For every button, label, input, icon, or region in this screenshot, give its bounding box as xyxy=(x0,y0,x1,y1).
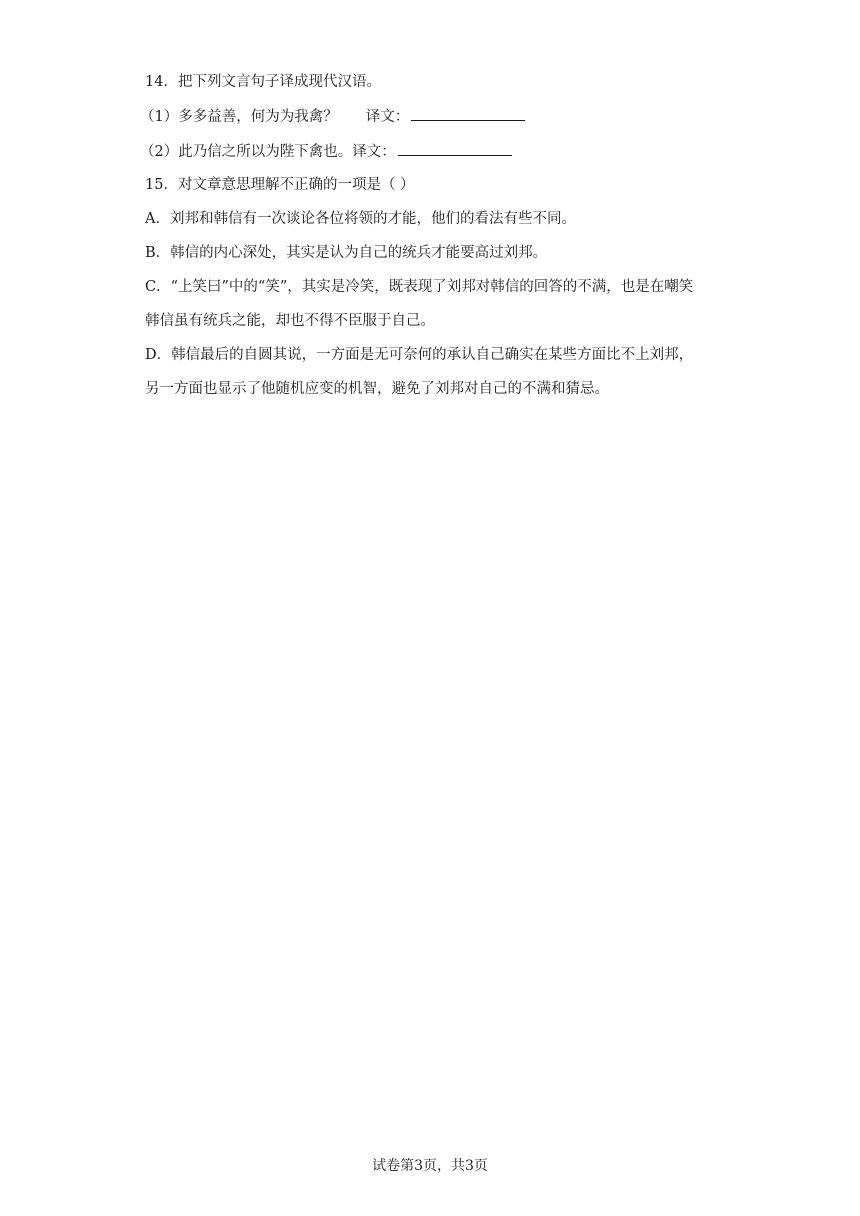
item-2-translation-label: 译文： xyxy=(352,144,396,160)
question-15-stem: 15．对文章意思理解不正确的一项是（ ） xyxy=(145,177,415,193)
item-2-sentence: （2）此乃信之所以为陛下禽也。 xyxy=(140,144,353,160)
question-15-option-d-line-2: 另一方面也显示了他随机应变的机智，避免了刘邦对自己的不满和猜忌。 xyxy=(145,381,609,397)
question-15-option-b: B．韩信的内心深处，其实是认为自己的统兵才能要高过刘邦。 xyxy=(145,245,548,261)
question-14-stem: 14．把下列文言句子译成现代汉语。 xyxy=(145,74,381,90)
question-14-item-2 xyxy=(140,141,512,162)
question-15-option-c-line-1: C．“上笑曰”中的“笑”，其实是冷笑，既表现了刘邦对韩信的回答的不满，也是在嘲笑 xyxy=(145,279,694,295)
item-1-translation-label: 译文： xyxy=(365,109,410,125)
question-14-item-1 xyxy=(140,106,525,127)
item-2-answer-blank[interactable] xyxy=(398,141,512,156)
item-1-answer-blank[interactable] xyxy=(411,106,525,121)
question-15-option-d-line-1: D．韩信最后的自圆其说，一方面是无可奈何的承认自己确实在某些方面比不上刘邦， xyxy=(145,347,694,363)
question-15-option-a: A．刘邦和韩信有一次谈论各位将领的才能，他们的看法有些不同。 xyxy=(145,211,576,227)
page-footer: 试卷第3页，共3页 xyxy=(372,1158,488,1174)
question-15-option-c-line-2: 韩信虽有统兵之能，却也不得不臣服于自己。 xyxy=(145,313,435,329)
item-1-sentence: （1）多多益善，何为为我禽？ xyxy=(140,109,338,125)
